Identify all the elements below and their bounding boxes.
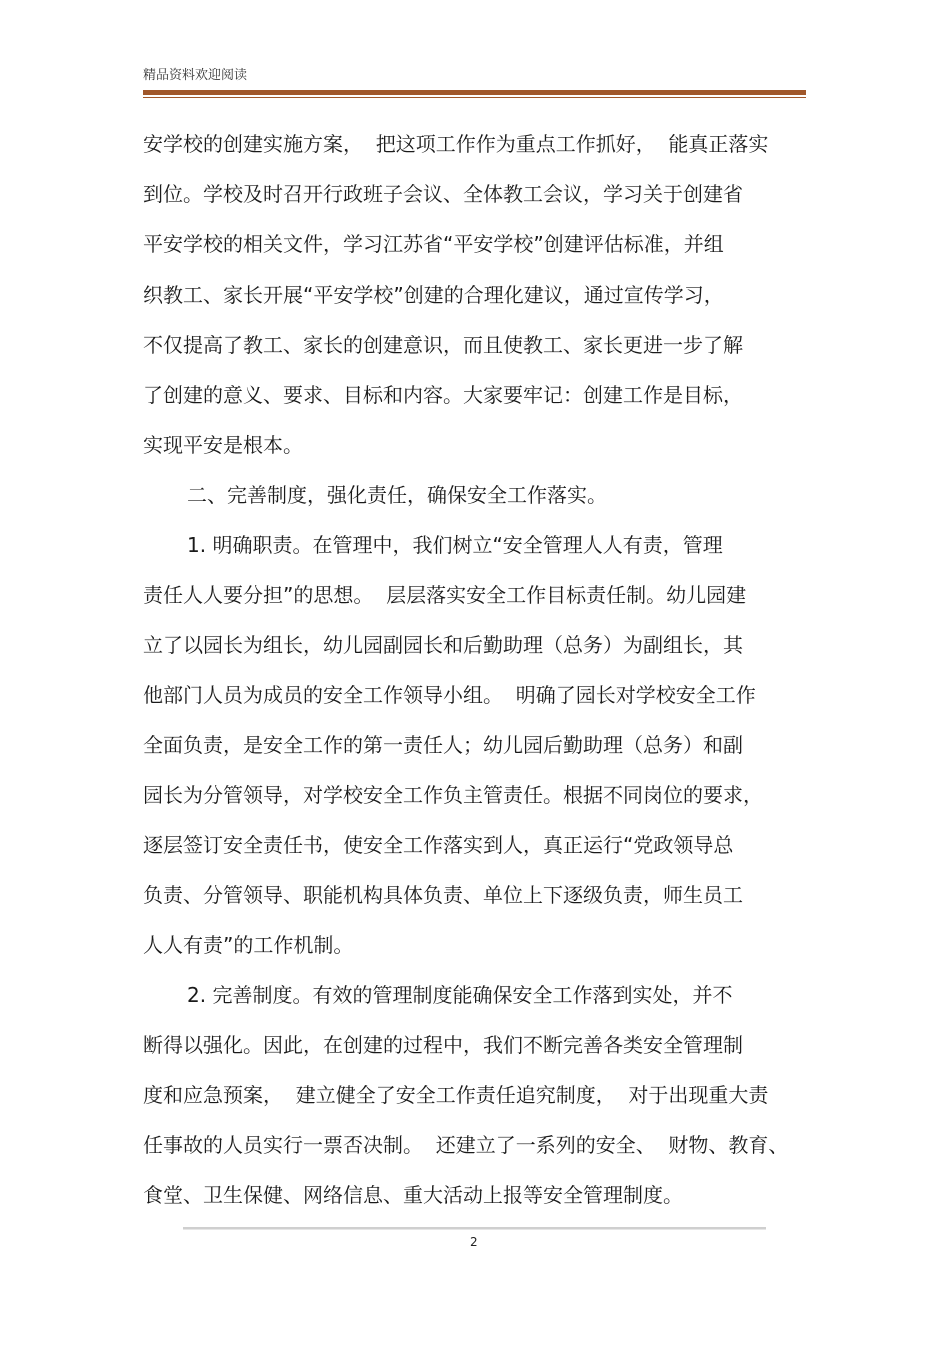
header-rule-thick <box>143 90 806 95</box>
text-line: 不仅提高了教工、家长的创建意识，而且使教工、家长更进一步了解 <box>143 333 743 357</box>
text-line: 人人有责”的工作机制。 <box>143 933 354 957</box>
text-line: 逐层签订安全责任书，使安全工作落实到人，真正运行“党政领导总 <box>143 833 734 857</box>
text-line: 2. 完善制度。有效的管理制度能确保安全工作落到实处，并不 <box>187 983 733 1007</box>
text-line: 了创建的意义、要求、目标和内容。大家要牢记：创建工作是目标， <box>143 383 743 407</box>
text-line: 任事故的人员实行一票否决制。 还建立了一系列的安全、 财物、教育、 <box>143 1133 789 1157</box>
footer-rule <box>183 1227 766 1230</box>
page-number: 2 <box>470 1235 478 1249</box>
text-line: 立了以园长为组长，幼儿园副园长和后勤助理（总务）为副组长，其 <box>143 633 743 657</box>
section-heading: 二、完善制度，强化责任，确保安全工作落实。 <box>187 483 607 507</box>
text-line: 全面负责，是安全工作的第一责任人；幼儿园后勤助理（总务）和副 <box>143 733 743 757</box>
text-line: 1. 明确职责。在管理中，我们树立“安全管理人人有责，管理 <box>187 533 723 557</box>
text-line: 断得以强化。因此，在创建的过程中，我们不断完善各类安全管理制 <box>143 1033 743 1057</box>
text-line: 他部门人员为成员的安全工作领导小组。 明确了园长对学校安全工作 <box>143 683 756 707</box>
text-line: 实现平安是根本。 <box>143 433 303 457</box>
header-text: 精品资料欢迎阅读 <box>143 68 248 83</box>
text-line: 责任人人要分担”的思想。 层层落实安全工作目标责任制。幼儿园建 <box>143 583 747 607</box>
text-line: 织教工、家长开展“平安学校”创建的合理化建议，通过宣传学习， <box>143 283 724 307</box>
text-line: 度和应急预案， 建立健全了安全工作责任追究制度， 对于出现重大责 <box>143 1083 769 1107</box>
text-line: 园长为分管领导，对学校安全工作负主管责任。根据不同岗位的要求， <box>143 783 763 807</box>
header-rule-thin <box>143 97 806 98</box>
text-line: 到位。学校及时召开行政班子会议、全体教工会议，学习关于创建省 <box>143 182 743 206</box>
text-line: 负责、分管领导、职能机构具体负责、单位上下逐级负责，师生员工 <box>143 883 743 907</box>
text-line: 食堂、卫生保健、网络信息、重大活动上报等安全管理制度。 <box>143 1183 683 1207</box>
text-line: 安学校的创建实施方案， 把这项工作作为重点工作抓好， 能真正落实 <box>143 132 769 156</box>
text-line: 平安学校的相关文件，学习江苏省“平安学校”创建评估标准，并组 <box>143 232 724 256</box>
